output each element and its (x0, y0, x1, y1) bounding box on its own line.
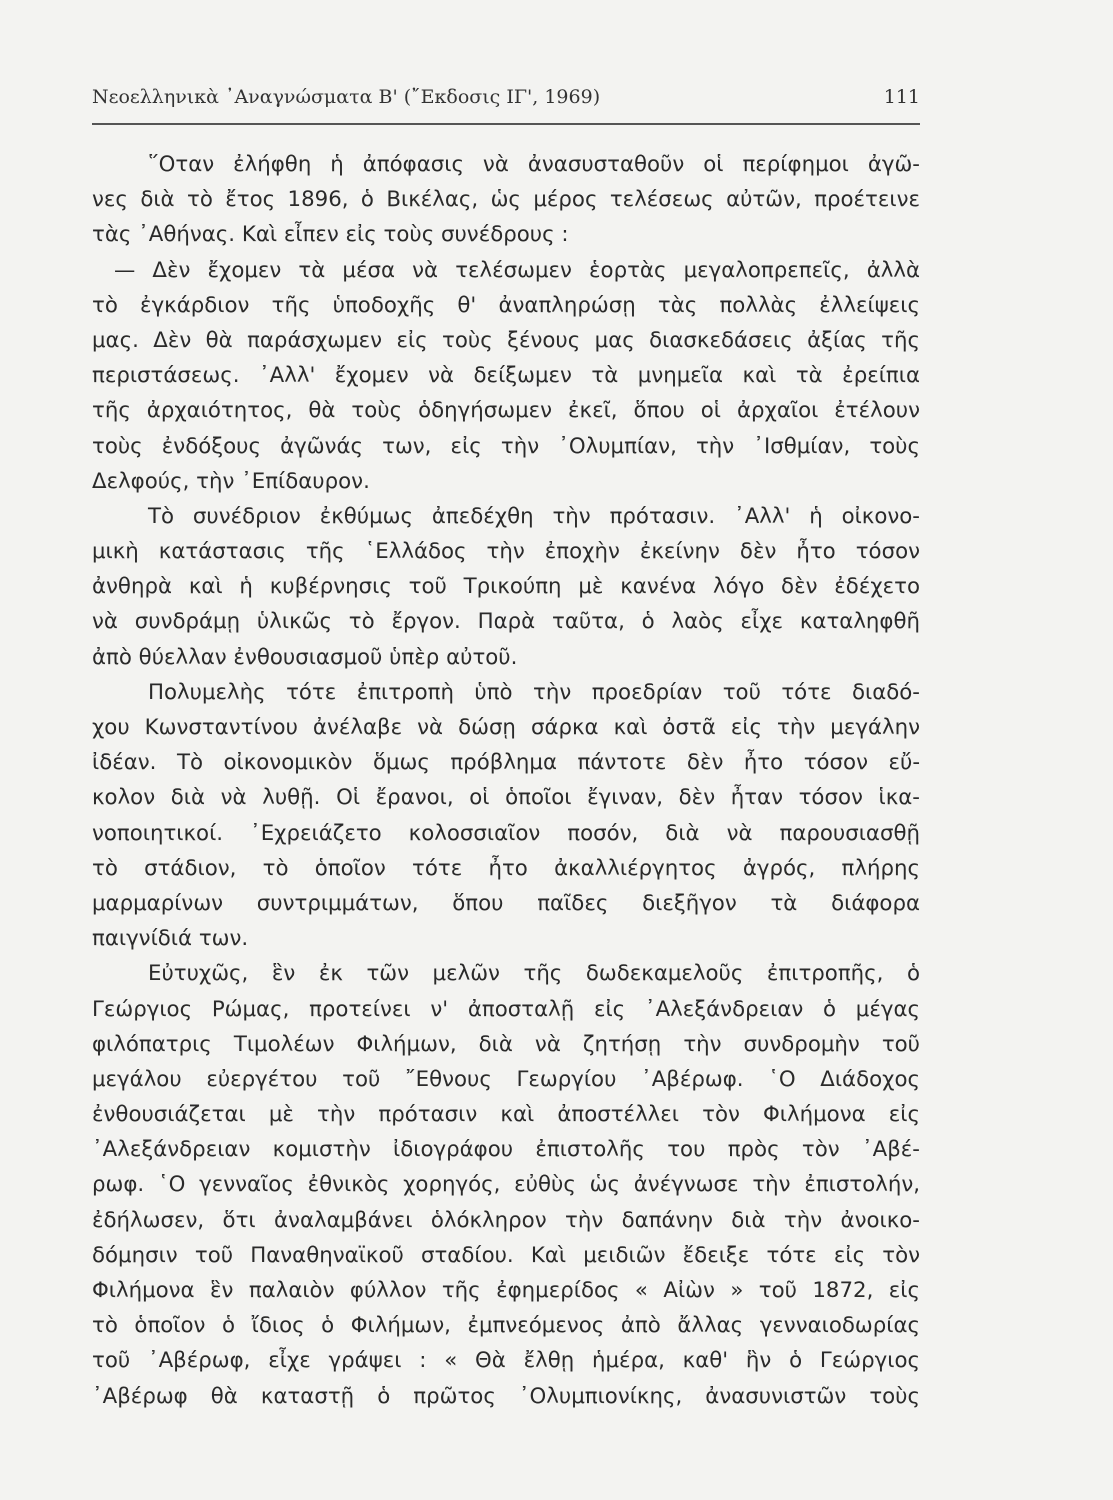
header-title: Νεοελληνικὰ ᾿Αναγνώσματα Β' (῎Εκδοσις ΙΓ', 1969) (92, 86, 601, 108)
text-line: ἐδήλωσεν, ὅτι ἀναλαμβάνει ὁλόκληρον τὴν δαπάνην διὰ τὴν ἀνοικο- (92, 1207, 920, 1233)
text-line: Γεώργιος Ρώμας, προτείνει ν' ἀποσταλῇ εἰς ᾿Αλεξάνδρειαν ὁ μέγας (92, 996, 920, 1022)
text-line: περιστάσεως. ᾿Αλλ' ἔχομεν νὰ δείξωμεν τὰ μνημεῖα καὶ τὰ ἐρείπια (92, 363, 920, 389)
text-line: τὸ ὁποῖον ὁ ἴδιος ὁ Φιλήμων, ἐμπνεόμενος ἀπὸ ἄλλας γενναιοδωρίας (92, 1313, 920, 1339)
text-line: φιλόπατρις Τιμολέων Φιλήμων, διὰ νὰ ζητήσῃ τὴν συνδρομὴν τοῦ (92, 1031, 920, 1057)
text-line: τῆς ἀρχαιότητος, θὰ τοὺς ὁδηγήσωμεν ἐκεῖ, ὅπου οἱ ἀρχαῖοι ἐτέλουν (92, 398, 920, 424)
text-line: τοὺς ἐνδόξους ἀγῶνάς των, εἰς τὴν ᾿Ολυμπίαν, τὴν ᾿Ισθμίαν, τοὺς (92, 433, 920, 459)
body-text (92, 147, 920, 1414)
text-line: Φιλήμονα ἓν παλαιὸν φύλλον τῆς ἐφημερίδος « Αἰὼν » τοῦ 1872, εἰς (92, 1278, 920, 1303)
text-line: ἀπὸ θύελλαν ἐνθουσιασμοῦ ὑπὲρ αὐτοῦ. (92, 644, 518, 670)
text-line: ῞Οταν ἐλήφθη ἡ ἀπόφασις νὰ ἀνασυσταθοῦν οἱ περίφημοι ἀγῶ- (148, 152, 920, 177)
text-line: τὸ ἐγκάρδιον τῆς ὑποδοχῆς θ' ἀναπληρώσῃ τὰς πολλὰς ἐλλείψεις (92, 292, 920, 318)
text-line: — Δὲν ἔχομεν τὰ μέσα νὰ τελέσωμεν ἑορτὰς μεγαλοπρεπεῖς, ἀλλὰ (114, 257, 920, 283)
text-line: ρωφ. ῾Ο γενναῖος ἐθνικὸς χορηγός, εὐθὺς ὡς ἀνέγνωσε τὴν ἐπιστολήν, (92, 1172, 920, 1198)
text-line: τοῦ ᾿Αβέρωφ, εἶχε γράψει : « Θὰ ἔλθῃ ἡμέρα, καθ' ἣν ὁ Γεώργιος (92, 1348, 920, 1374)
text-line: Πολυμελὴς τότε ἐπιτροπὴ ὑπὸ τὴν προεδρίαν τοῦ τότε διαδό- (148, 679, 920, 705)
text-line: Τὸ συνέδριον ἐκθύμως ἀπεδέχθη τὴν πρότασιν. ᾿Αλλ' ἡ οἰκονο- (148, 503, 920, 529)
running-header (92, 86, 920, 116)
text-line: παιγνίδιά των. (92, 926, 249, 952)
text-line: κολον διὰ νὰ λυθῇ. Οἱ ἔρανοι, οἱ ὁποῖοι ἔγιναν, δὲν ἦταν τόσον ἱκα- (92, 785, 920, 811)
text-line: νες διὰ τὸ ἔτος 1896, ὁ Βικέλας, ὡς μέρος τελέσεως αὐτῶν, προέτεινε (92, 187, 920, 213)
page-number: 111 (883, 86, 920, 108)
text-line: νοποιητικοί. ᾿Εχρειάζετο κολοσσιαῖον ποσόν, διὰ νὰ παρουσιασθῇ (92, 820, 920, 846)
text-line: τὰς ᾿Αθήνας. Καὶ εἶπεν εἰς τοὺς συνέδρους : (92, 222, 569, 248)
text-line: νὰ συνδράμῃ ὑλικῶς τὸ ἔργον. Παρὰ ταῦτα, ὁ λαὸς εἶχε καταληφθῆ (92, 609, 920, 635)
text-line: ᾿Αβέρωφ θὰ καταστῇ ὁ πρῶτος ᾿Ολυμπιονίκης, ἀνασυνιστῶν τοὺς (92, 1383, 920, 1409)
text-line: Εὐτυχῶς, ἓν ἐκ τῶν μελῶν τῆς δωδεκαμελοῦς ἐπιτροπῆς, ὁ (148, 961, 920, 987)
text-line: ἀνθηρὰ καὶ ἡ κυβέρνησις τοῦ Τρικούπη μὲ κανένα λόγο δὲν ἐδέχετο (92, 574, 920, 600)
text-line: ᾿Αλεξάνδρειαν κομιστὴν ἰδιογράφου ἐπιστολῆς του πρὸς τὸν ᾿Αβέ- (92, 1137, 920, 1163)
text-line: μαρμαρίνων συντριμμάτων, ὅπου παῖδες διεξῆγον τὰ διάφορα (92, 890, 920, 916)
text-line: τὸ στάδιον, τὸ ὁποῖον τότε ἦτο ἀκαλλιέργητος ἀγρός, πλήρης (92, 855, 920, 881)
text-line: μικὴ κατάστασις τῆς ῾Ελλάδος τὴν ἐποχὴν ἐκείνην δὲν ἦτο τόσον (92, 539, 920, 565)
header-rule (92, 123, 920, 125)
text-line: χου Κωνσταντίνου ἀνέλαβε νὰ δώσῃ σάρκα καὶ ὀστᾶ εἰς τὴν μεγάλην (92, 715, 920, 740)
text-line: δόμησιν τοῦ Παναθηναϊκοῦ σταδίου. Καὶ μειδιῶν ἔδειξε τότε εἰς τὸν (92, 1242, 920, 1268)
text-line: Δελφούς, τὴν ᾿Επίδαυρον. (92, 468, 370, 494)
text-line: ἰδέαν. Τὸ οἰκονομικὸν ὅμως πρόβλημα πάντοτε δὲν ἦτο τόσον εὔ- (92, 750, 920, 776)
text-line: μας. Δὲν θὰ παράσχωμεν εἰς τοὺς ξένους μας διασκεδάσεις ἀξίας τῆς (92, 327, 920, 353)
text-line: ἐνθουσιάζεται μὲ τὴν πρότασιν καὶ ἀποστέλλει τὸν Φιλήμονα εἰς (92, 1102, 920, 1128)
text-line: μεγάλου εὐεργέτου τοῦ ῎Εθνους Γεωργίου ᾿Αβέρωφ. ῾Ο Διάδοχος (92, 1066, 920, 1092)
